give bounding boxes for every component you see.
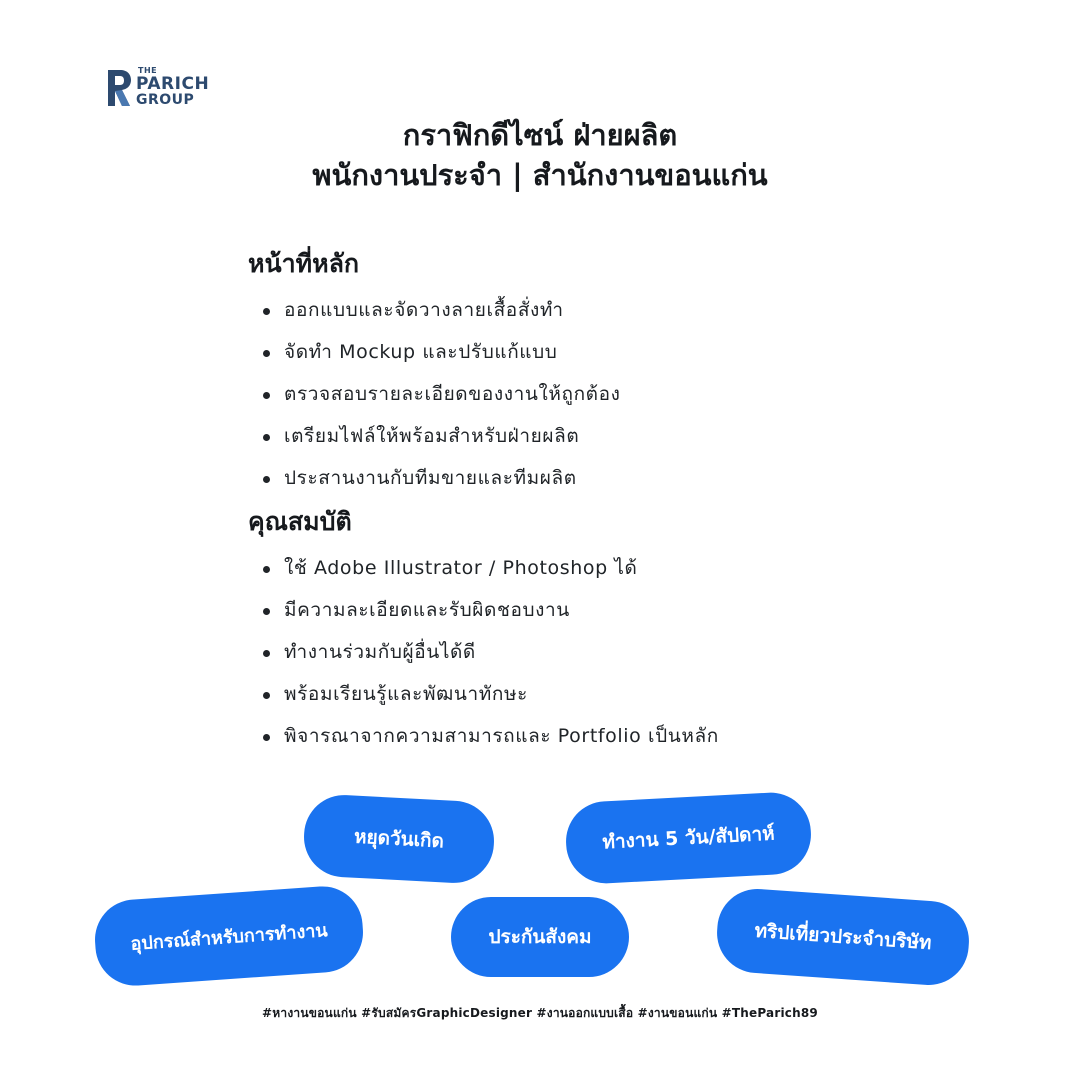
qualifications-heading: คุณสมบัติ xyxy=(248,507,352,536)
list-item: พิจารณาจากความสามารถและ Portfolio เป็นหลัก xyxy=(260,722,719,764)
list-item: ตรวจสอบรายละเอียดของงานให้ถูกต้อง xyxy=(260,380,621,422)
benefit-social-security: ประกันสังคม xyxy=(451,897,629,977)
page-title: กราฟิกดีไซน์ ฝ่ายผลิต xyxy=(402,118,678,152)
parich-r-logo-icon xyxy=(106,68,132,108)
list-item: เตรียมไฟล์ให้พร้อมสำหรับฝ่ายผลิต xyxy=(260,422,621,464)
list-item: ทำงานร่วมกับผู้อื่นได้ดี xyxy=(260,638,719,680)
company-logo xyxy=(106,66,216,112)
logo-text-group: GROUP xyxy=(136,92,195,108)
page-subtitle: พนักงานประจำ | สำนักงานขอนแก่น xyxy=(312,158,768,192)
duties-heading: หน้าที่หลัก xyxy=(248,249,360,278)
list-item: มีความละเอียดและรับผิดชอบงาน xyxy=(260,596,719,638)
list-item: พร้อมเรียนรู้และพัฒนาทักษะ xyxy=(260,680,719,722)
list-item: ประสานงานกับทีมขายและทีมผลิต xyxy=(260,464,621,506)
list-item: ใช้ Adobe Illustrator / Photoshop ได้ xyxy=(260,554,719,596)
logo-text-parich: PARICH xyxy=(136,74,210,94)
qualifications-list xyxy=(260,554,719,764)
list-item: จัดทำ Mockup และปรับแก้แบบ xyxy=(260,338,621,380)
list-item: ออกแบบและจัดวางลายเสื้อสั่งทำ xyxy=(260,296,621,338)
benefit-five-day-week: ทำงาน 5 วัน/สัปดาห์ xyxy=(564,791,813,886)
benefit-company-trip: ทริปเที่ยวประจำบริษัท xyxy=(714,886,971,987)
benefit-birthday-leave: หยุดวันเกิด xyxy=(302,793,496,885)
logo-text-the: THE xyxy=(138,66,158,75)
hashtags: #หางานขอนแก่น #รับสมัครGraphicDesigner #งานออกแบบเสื้อ #งานขอนแก่น #TheParich89 xyxy=(262,1006,818,1020)
benefit-work-equipment: อุปกรณ์สำหรับการทำงาน xyxy=(92,884,365,988)
duties-list xyxy=(260,296,621,506)
